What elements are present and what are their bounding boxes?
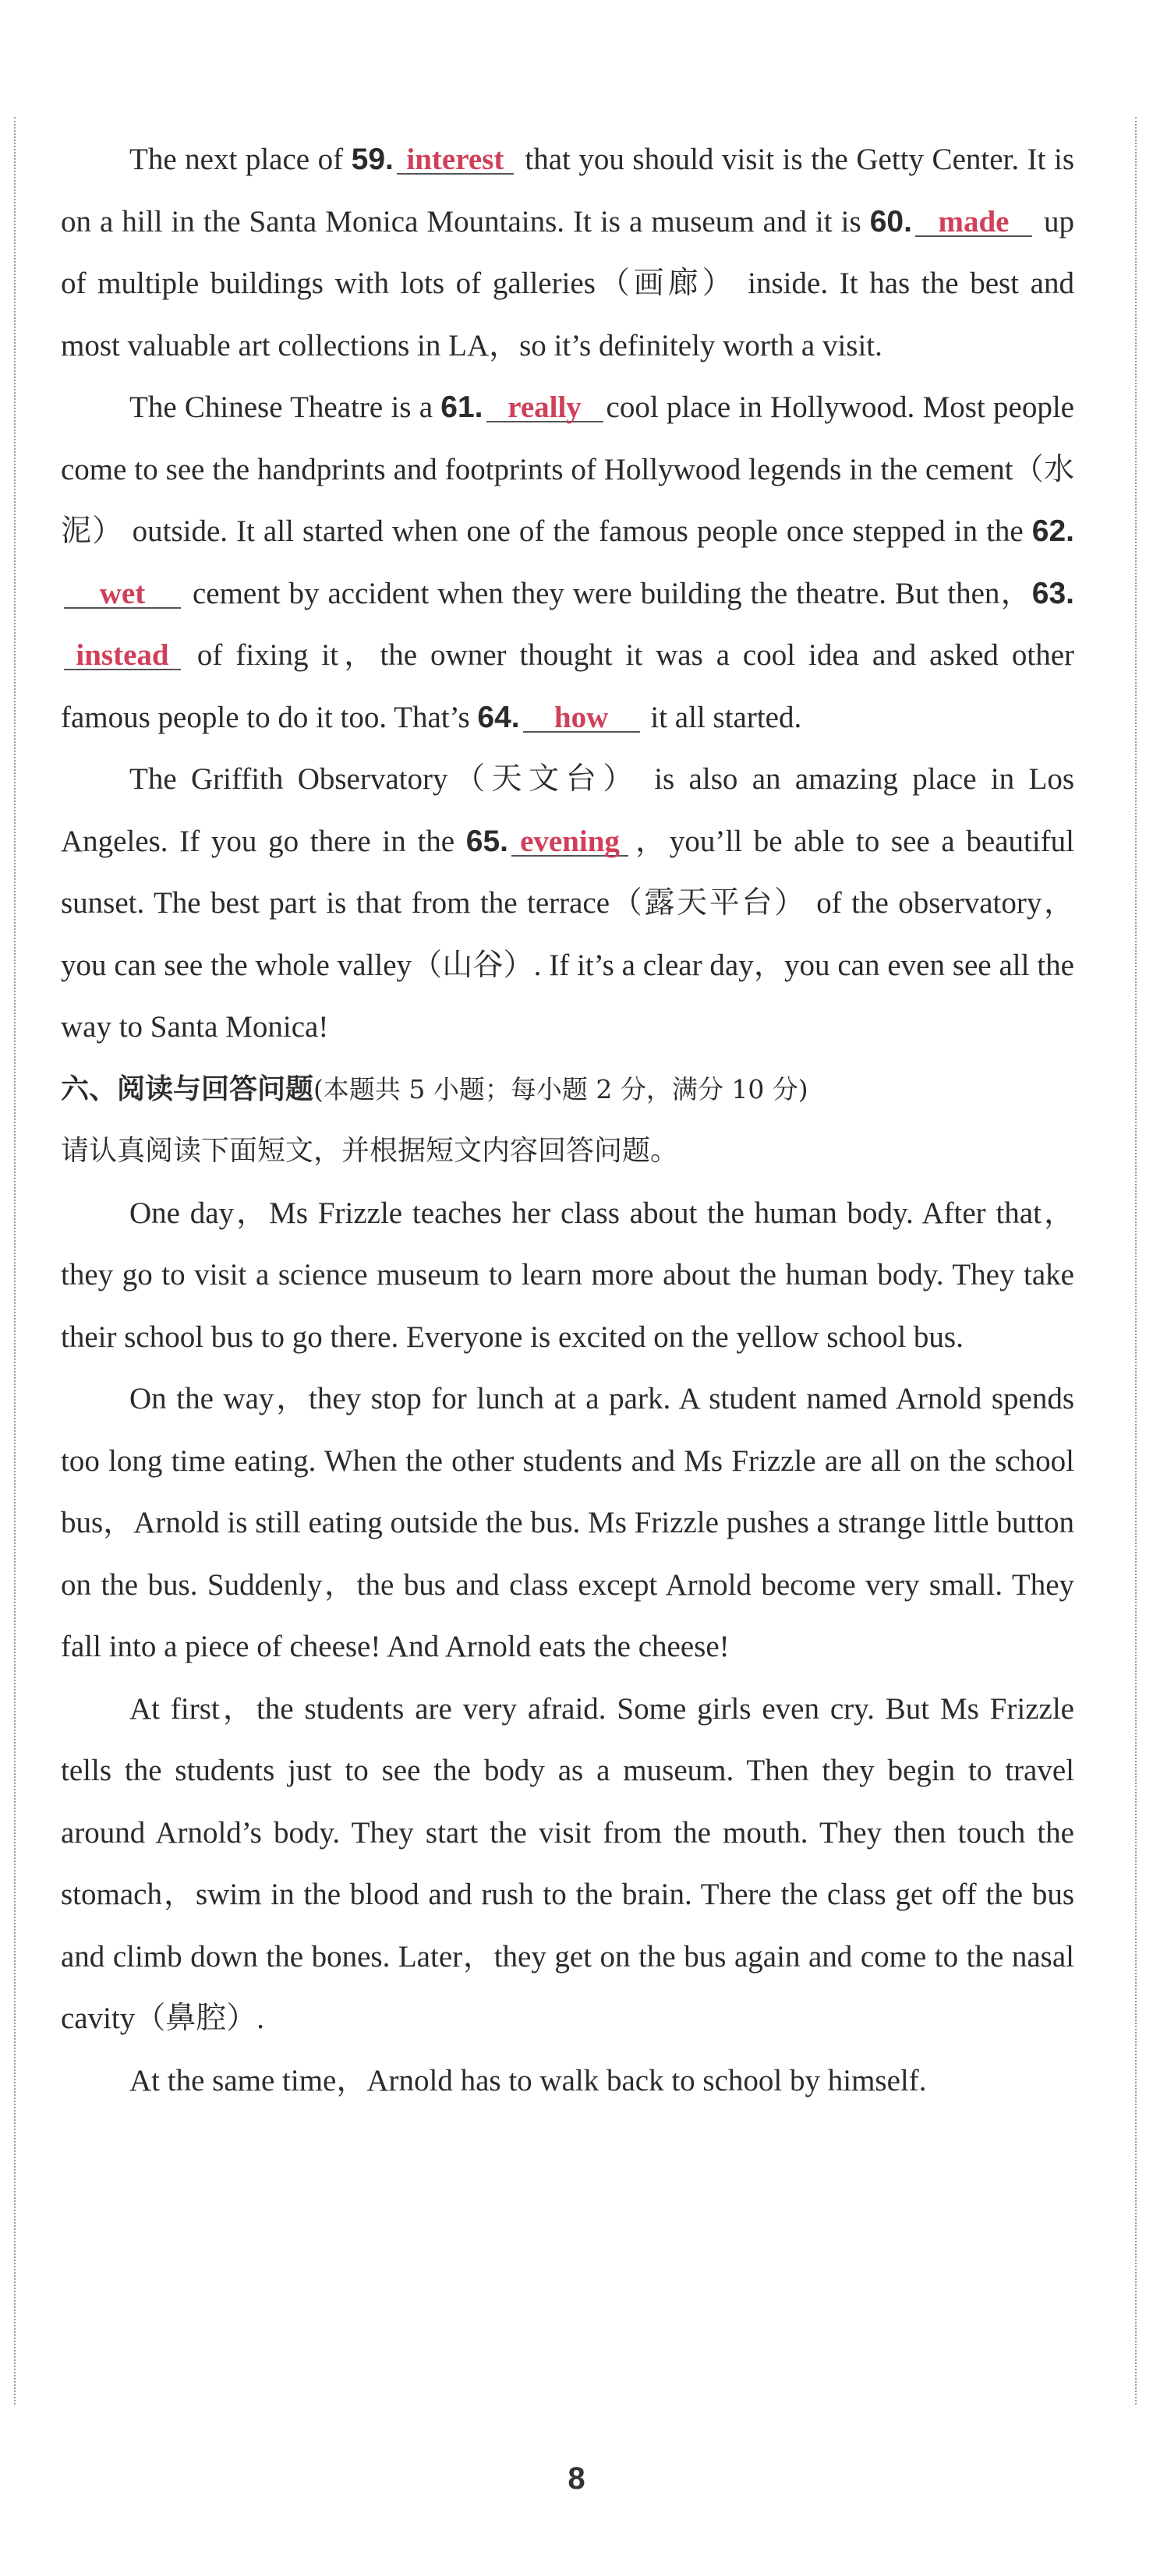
text-segment: that you should visit is the Getty Center. It is on a hill in the Santa Monica Mountains. It is a museum and it is: [61, 143, 1074, 239]
page-content: [61, 129, 1074, 2111]
paragraph-chinese-theatre: [61, 376, 1074, 748]
question-number-59: 59.: [351, 143, 394, 176]
paragraph-frizzle-4: At the same time，Arnold has to walk back to school by himself.: [129, 2063, 927, 2097]
text-segment: ，you’ll be able to see a beautiful sunset. The best part is that from the terrace（露天平台） of the observatory，you can see the whole valley（山谷）. If it’s a clear day，you can even see all the way to Santa Monica!: [61, 824, 1074, 1044]
question-number-63: 63.: [1031, 576, 1074, 610]
paragraph-frizzle-3: At first，the students are very afraid. Some girls even cry. But Ms Frizzle tells the students just to see the body as a museum. Then they begin to travel around Arnold’s body. They start the visit from the mouth. They then touch the stomach，swim in the blood and rush to the brain. There the class get off the bus and climb down the bones. Later，they get on the bus again and come to the nasal cavity（鼻腔）.: [61, 1691, 1074, 2035]
question-number-62: 62.: [1031, 514, 1074, 548]
paragraph-getty-center: [61, 129, 1074, 376]
right-margin-dotted-line: [1135, 117, 1137, 2405]
answer-64: how: [554, 700, 609, 734]
answer-59: interest: [406, 143, 504, 176]
text-segment: of fixing it，the owner thought it was a cool idea and asked other famous people to do it too. That’s: [61, 638, 1074, 734]
text-segment: cement by accident when they were building the theatre. But then，: [184, 576, 1032, 610]
text-segment: up of multiple buildings with lots of galleries（画廊） inside. It has the best and most valuable art collections in LA，so it’s definitely worth a visit.: [61, 204, 1075, 362]
text-segment: The next place of: [129, 143, 352, 176]
text-segment: cool place in Hollywood. Most people come to see the handprints and footprints of Hollywood legends in the cement（水泥） outside. It all started when one of the famous people once stepped in the: [61, 390, 1074, 548]
paragraph-frizzle-2: On the way，they stop for lunch at a park. A student named Arnold spends too long time eating. When the other students and Ms Frizzle are all on the school bus，Arnold is still eating outside the bus. Ms Frizzle pushes a strange little button on the bus. Suddenly，the bus and class except Arnold become very small. They fall into a piece of cheese! And Arnold eats the cheese!: [61, 1382, 1074, 1663]
text-segment: The Chinese Theatre is a: [129, 390, 441, 424]
text-segment: The Griffith Observatory（天文台） is also an amazing place in Los Angeles. If you go there in the: [61, 762, 1074, 858]
answer-60: made: [938, 204, 1010, 239]
section-six-heading: [61, 1058, 1074, 1121]
answer-blank-63: [64, 638, 181, 672]
section-six-scoring-note: (本题共 5 小题；每小题 2 分，满分 10 分): [313, 1073, 808, 1104]
left-margin-dotted-line: [14, 117, 16, 2405]
question-number-60: 60.: [869, 204, 912, 239]
section-six-title: 六、阅读与回答问题: [61, 1072, 314, 1105]
answer-blank-61: [486, 390, 603, 424]
question-number-64: 64.: [477, 700, 520, 734]
answer-63: instead: [76, 638, 169, 672]
answer-blank-65: [511, 824, 628, 858]
answer-blank-59: [397, 143, 514, 176]
question-number-65: 65.: [465, 824, 508, 858]
answer-61: really: [508, 390, 582, 424]
answer-65: evening: [520, 824, 620, 858]
text-segment: it all started.: [642, 700, 802, 734]
question-number-61: 61.: [440, 390, 483, 424]
answer-blank-62: [64, 576, 181, 610]
answer-62: wet: [99, 576, 146, 610]
paragraph-frizzle-1: One day，Ms Frizzle teaches her class about the human body. After that，they go to visit a science museum to learn more about the human body. They take their school bus to go there. Everyone is excited on the yellow school bus.: [61, 1196, 1074, 1354]
paragraph-griffith-observatory: [61, 748, 1074, 1058]
answer-blank-64: [523, 700, 640, 734]
section-six-instruction: 请认真阅读下面短文，并根据短文内容回答问题。: [61, 1135, 679, 1167]
page-number: 8: [568, 2461, 585, 2496]
answer-blank-60: [915, 204, 1032, 239]
